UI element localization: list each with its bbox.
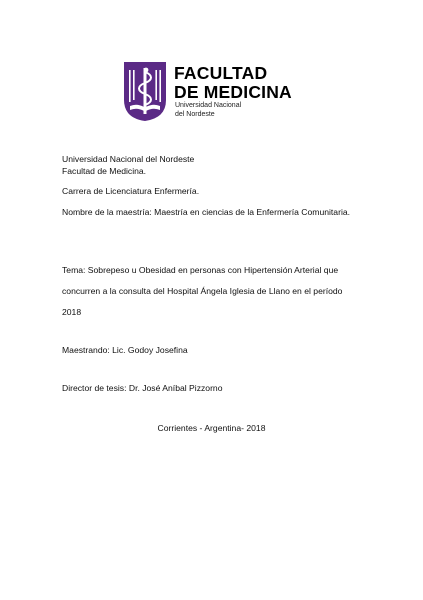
- place-date: Corrientes - Argentina- 2018: [157, 423, 266, 433]
- faculty-name: Facultad de Medicina.: [62, 166, 147, 176]
- career-name: Carrera de Licenciatura Enfermería.: [62, 186, 200, 196]
- logo-subtitle: [175, 102, 241, 119]
- logo-title-line1: FACULTAD: [174, 63, 268, 83]
- student-name: Maestrando: Lic. Godoy Josefina: [62, 345, 188, 355]
- thesis-topic-line2: concurren a la consulta del Hospital Ángela Iglesia de Llano en el período: [62, 286, 343, 296]
- logo-sub-line2: del Nordeste: [175, 110, 215, 118]
- faculty-emblem-icon: [122, 60, 168, 122]
- thesis-topic-line3: 2018: [62, 307, 82, 317]
- masters-name: Nombre de la maestría: Maestría en ciencias de la Enfermería Comunitaria.: [62, 207, 351, 217]
- logo-title: [174, 64, 292, 102]
- logo-title-line2: DE MEDICINA: [174, 82, 292, 102]
- thesis-director: Director de tesis: Dr. José Aníbal Pizzorno: [62, 383, 223, 393]
- logo-sub-line1: Universidad Nacional: [175, 102, 242, 109]
- university-name: Universidad Nacional del Nordeste: [62, 154, 195, 164]
- faculty-logo: [122, 60, 292, 122]
- thesis-topic-line1: Tema: Sobrepeso u Obesidad en personas con Hipertensión Arterial que: [62, 265, 339, 275]
